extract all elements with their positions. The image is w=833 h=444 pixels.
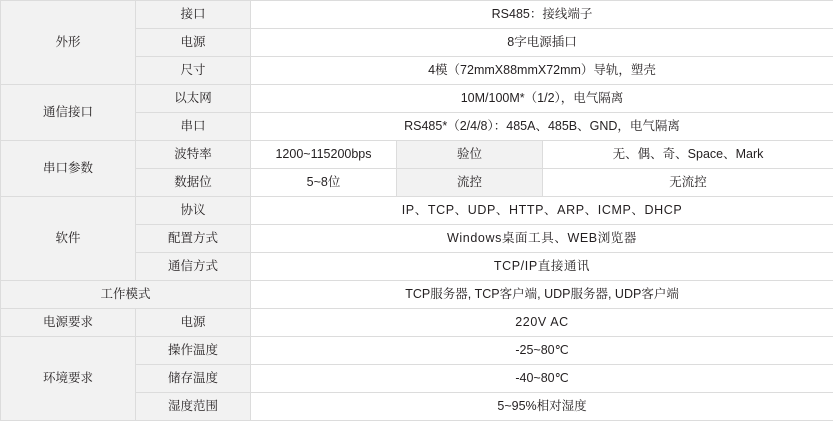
value-cell: RS485：接线端子: [251, 1, 833, 29]
value-cell: IP、TCP、UDP、HTTP、ARP、ICMP、DHCP: [251, 197, 833, 225]
category-cell: 软件: [1, 197, 136, 281]
subitem-cell: 波特率: [136, 141, 251, 169]
value-cell: RS485*（2/4/8）：485A、485B、GND，电气隔离: [251, 113, 833, 141]
table-row: [1, 197, 833, 225]
subitem-cell: 验位: [397, 141, 543, 169]
value-cell: TCP服务器, TCP客户端, UDP服务器, UDP客户端: [251, 281, 833, 309]
subitem-cell: 协议: [136, 197, 251, 225]
subitem-cell: 接口: [136, 1, 251, 29]
category-cell: 外形: [1, 1, 136, 85]
subitem-cell: 尺寸: [136, 57, 251, 85]
table-row: [1, 85, 833, 113]
value-cell: -25~80℃: [251, 337, 833, 365]
value-cell: 10M/100M*（1/2），电气隔离: [251, 85, 833, 113]
subitem-cell: 配置方式: [136, 225, 251, 253]
table-row: [1, 1, 833, 29]
value-cell: 8字电源插口: [251, 29, 833, 57]
category-cell: 串口参数: [1, 141, 136, 197]
subitem-cell: 操作温度: [136, 337, 251, 365]
subitem-cell: 数据位: [136, 169, 251, 197]
subitem-cell: 以太网: [136, 85, 251, 113]
subitem-cell: 电源: [136, 309, 251, 337]
subitem-cell: 湿度范围: [136, 393, 251, 421]
value-cell: 5~8位: [251, 169, 397, 197]
value-cell: 4模（72mmX88mmX72mm）导轨，塑壳: [251, 57, 833, 85]
value-cell: -40~80℃: [251, 365, 833, 393]
value-cell: Windows桌面工具、WEB浏览器: [251, 225, 833, 253]
table-row: [1, 141, 833, 169]
table-row: [1, 309, 833, 337]
value-cell: 无、偶、奇、Space、Mark: [543, 141, 833, 169]
value-cell: 1200~115200bps: [251, 141, 397, 169]
value-cell: 无流控: [543, 169, 833, 197]
category-cell: 电源要求: [1, 309, 136, 337]
category-cell: 环境要求: [1, 337, 136, 421]
subitem-cell: 电源: [136, 29, 251, 57]
subitem-cell: 流控: [397, 169, 543, 197]
table-row: [1, 281, 833, 309]
subitem-cell: 储存温度: [136, 365, 251, 393]
value-cell: 5~95%相对湿度: [251, 393, 833, 421]
table-row: [1, 337, 833, 365]
category-cell: 通信接口: [1, 85, 136, 141]
specification-table-body: [1, 1, 833, 421]
subitem-cell: 通信方式: [136, 253, 251, 281]
value-cell: 220V AC: [251, 309, 833, 337]
value-cell: TCP/IP直接通讯: [251, 253, 833, 281]
subitem-cell: 串口: [136, 113, 251, 141]
category-cell: 工作模式: [1, 281, 251, 309]
